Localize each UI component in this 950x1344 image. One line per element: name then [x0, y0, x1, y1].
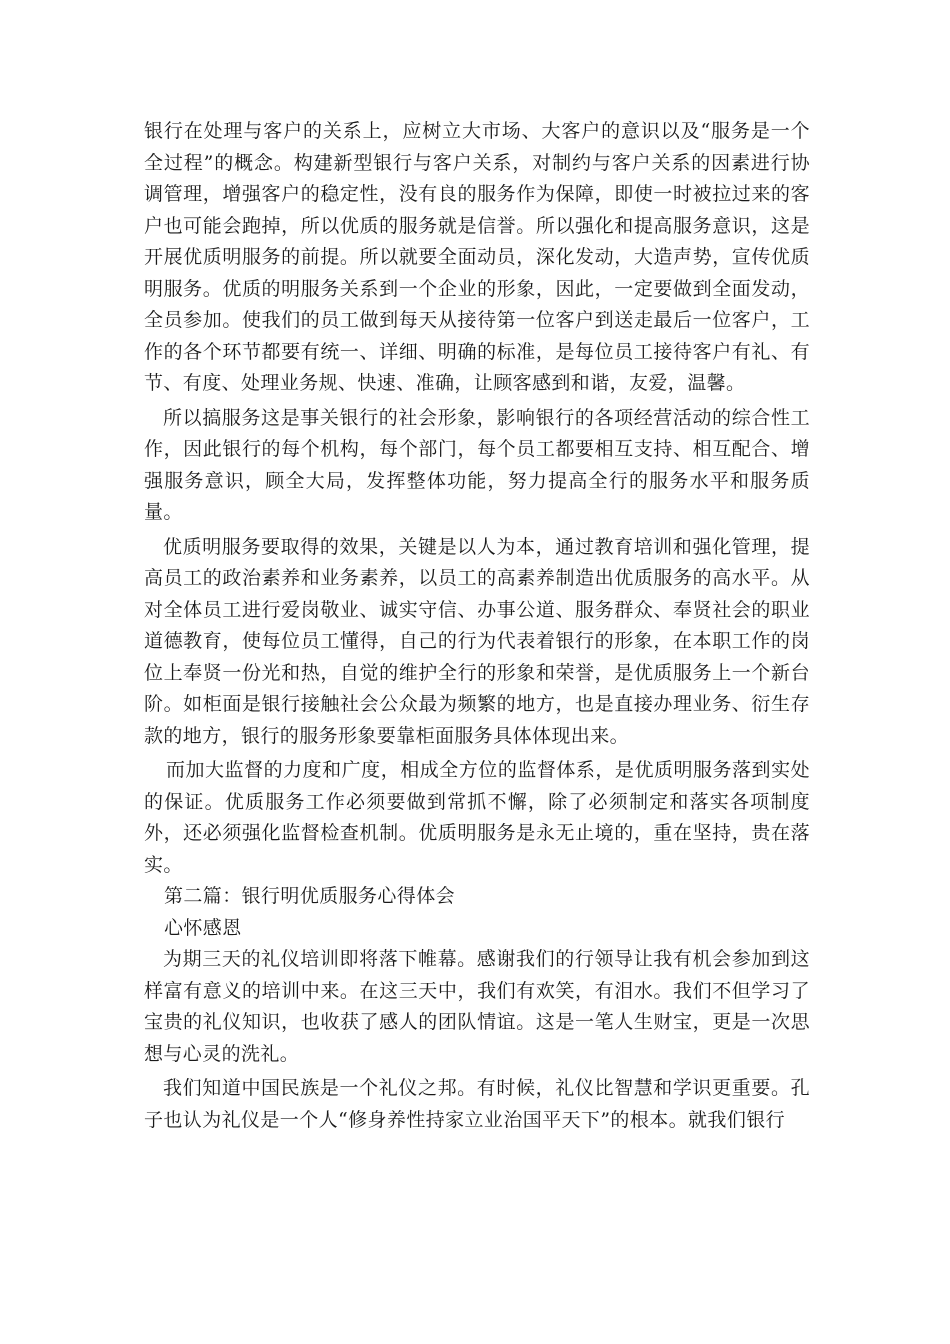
document-page — [144, 116, 810, 1136]
section-paragraph-2: 我们知道中国民族是一个礼仪之邦。有时候，礼仪比智慧和学识更重要。孔子也认为礼仪是一个人“修身养性持家立业治国平天下”的根本。就我们银行 — [144, 1077, 810, 1131]
body-paragraph-2: 所以搞服务这是事关银行的社会形象，影响银行的各项经营活动的综合性工作，因此银行的每个机构，每个部门，每个员工都要相互支持、相互配合、增强服务意识，顾全大局，发挥整体功能，努力提高全行的服务水平和服务质量。 — [144, 406, 810, 523]
body-paragraph-4: 而加大监督的力度和广度，相成全方位的监督体系，是优质明服务落到实处的保证。优质服务工作必须要做到常抓不懈，除了必须制定和落实各项制度外，还必须强化监督检查机制。优质明服务是永无止境的，重在坚持，贵在落实。 — [144, 759, 810, 876]
section-subtitle: 心怀感恩 — [164, 916, 242, 939]
section-paragraph-1: 为期三天的礼仪培训即将落下帷幕。感谢我们的行领导让我有机会参加到这样富有意义的培训中来。在这三天中，我们有欢笑，有泪水。我们不但学习了宝贵的礼仪知识，也收获了感人的团队情谊。这是一笔人生财宝，更是一次思想与心灵的洗礼。 — [144, 948, 810, 1065]
body-paragraph-1: 银行在处理与客户的关系上，应树立大市场、大客户的意识以及“服务是一个全过程”的概念。构建新型银行与客户关系，对制约与客户关系的因素进行协调管理，增强客户的稳定性，没有良的服务作为保障，即使一时被拉过来的客户也可能会跑掉，所以优质的服务就是信誉。所以强化和提高服务意识，这是开展优质明服务的前提。所以就要全面动员，深化发动，大造声势，宣传优质明服务。优质的明服务关系到一个企业的形象，因此，一定要做到全面发动，全员参加。使我们的员工做到每天从接待第一位客户到送走最后一位客户，工作的各个环节都要有统一、详细、明确的标准，是每位员工接待客户有礼、有节、有度、处理业务规、快速、准确，让顾客感到和谐，友爱，温馨。 — [144, 120, 810, 394]
body-paragraph-3: 优质明服务要取得的效果，关键是以人为本，通过教育培训和强化管理，提高员工的政治素养和业务素养，以员工的高素养制造出优质服务的高水平。从对全体员工进行爱岗敬业、诚实守信、办事公道、服务群众、奉贤社会的职业道德教育，使每位员工懂得，自己的行为代表着银行的形象，在本职工作的岗位上奉贤一份光和热，自觉的维护全行的形象和荣誉，是优质服务上一个新台阶。如柜面是银行接触社会公众最为频繁的地方，也是直接办理业务、衍生存款的地方，银行的服务形象要靠柜面服务具体体现出来。 — [144, 535, 810, 747]
section-title: 第二篇：银行明优质服务心得体会 — [164, 885, 456, 907]
